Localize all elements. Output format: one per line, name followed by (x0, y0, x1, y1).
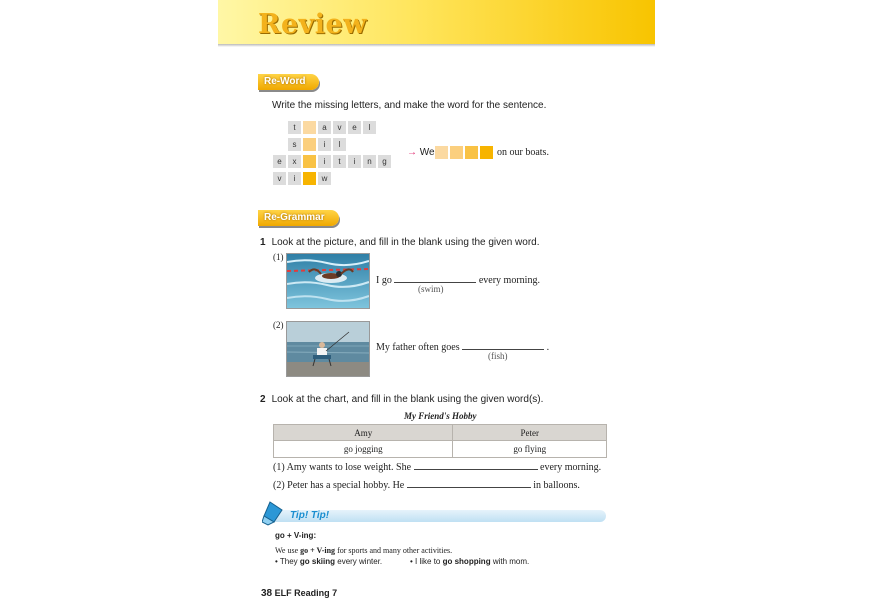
chart-cell-peter: go flying (453, 441, 607, 458)
letter-cell: t (288, 121, 301, 134)
missing-letter-cell[interactable] (303, 172, 316, 185)
word-hint: (fish) (488, 351, 508, 361)
sentence-post: in balloons. (533, 480, 580, 491)
letter-cell: l (333, 138, 346, 151)
q2-number: 2 (260, 394, 266, 405)
page-title: Review (258, 9, 367, 40)
regrammar-label: Re-Grammar (258, 210, 339, 226)
answer-box-4[interactable] (480, 146, 493, 159)
textbook-page (218, 0, 655, 612)
book-title: ELF Reading 7 (274, 588, 338, 598)
example-post: with mom. (490, 557, 530, 566)
example-bold: go skiing (299, 557, 336, 566)
answer-box-3[interactable] (465, 146, 478, 159)
reword-instruction: Write the missing letters, and make the word for the sentence. (272, 100, 547, 111)
answer-blank[interactable] (414, 460, 538, 470)
q1-item1-sentence (376, 273, 540, 286)
example-pre: • They (275, 557, 300, 566)
header-shadow (218, 44, 655, 47)
example-post: every winter. (335, 557, 383, 566)
word-hint: (swim) (418, 284, 444, 294)
letter-cell: t (333, 155, 346, 168)
letter-cell: v (333, 121, 346, 134)
chart-header-peter: Peter (453, 425, 607, 441)
answer-box-1[interactable] (435, 146, 448, 159)
letter-cell: n (363, 155, 376, 168)
sentence-post: every morning. (540, 462, 602, 473)
q2-instruction (260, 394, 543, 405)
letter-cell: g (378, 155, 391, 168)
answer-blank[interactable] (407, 478, 531, 488)
letter-cell: x (288, 155, 301, 168)
example-bold: go shopping (442, 557, 491, 566)
letter-cell: i (288, 172, 301, 185)
tip-example-1 (275, 557, 382, 566)
chart-title: My Friend's Hobby (404, 411, 477, 421)
reword-label: Re-Word (258, 74, 319, 90)
letter-cell: i (318, 155, 331, 168)
sentence-pre: (1) Amy wants to lose weight. She (273, 462, 412, 473)
answer-blank[interactable] (462, 340, 544, 350)
letter-cell: e (273, 155, 286, 168)
sentence-pre: I go (376, 275, 392, 286)
chart-cell-amy: go jogging (274, 441, 453, 458)
fishing-photo (286, 321, 370, 377)
letter-cell: a (318, 121, 331, 134)
missing-letter-cell[interactable] (303, 121, 316, 134)
page-number: 38 (261, 588, 273, 599)
answer-blank[interactable] (394, 273, 476, 283)
letter-cell: e (348, 121, 361, 134)
tip-example-2 (410, 557, 529, 566)
footer (261, 588, 337, 599)
missing-letter-cell[interactable] (303, 155, 316, 168)
q1-number: 1 (260, 237, 266, 248)
missing-letter-cell[interactable] (303, 138, 316, 151)
hobby-chart (273, 424, 607, 458)
tip-body (275, 546, 452, 555)
sentence-pre: We (419, 147, 435, 158)
item-number: (2) (273, 320, 284, 330)
sentence-post: . (546, 342, 550, 353)
tip-body-bold: go + V-ing (300, 546, 336, 555)
q2-text: Look at the chart, and fill in the blank using the given word(s). (271, 394, 544, 405)
answer-box-2[interactable] (450, 146, 463, 159)
sentence-pre: My father often goes (376, 342, 460, 353)
q2-item2-sentence (273, 478, 580, 491)
sentence-pre: (2) Peter has a special hobby. He (273, 480, 405, 491)
swimming-photo (286, 253, 370, 309)
letter-cell: i (348, 155, 361, 168)
sentence-post: on our boats. (497, 147, 549, 158)
tip-body-pre: We use (275, 546, 301, 555)
q1-text: Look at the picture, and fill in the blank using the given word. (271, 237, 540, 248)
letter-cell: v (273, 172, 286, 185)
example-pre: • I like to (410, 557, 443, 566)
tip-title: Tip! Tip! (290, 510, 330, 521)
reword-sentence (407, 147, 435, 158)
q2-item1-sentence (273, 460, 601, 473)
chart-header-amy: Amy (274, 425, 453, 441)
tip-heading: go + V-ing: (275, 531, 317, 540)
item-number: (1) (273, 252, 284, 262)
arrow-icon: → (407, 147, 417, 158)
letter-cell: l (363, 121, 376, 134)
highlighter-icon (262, 500, 286, 531)
tip-body-post: for sports and many other activities. (335, 546, 453, 555)
letter-cell: w (318, 172, 331, 185)
q1-item2-sentence (376, 340, 549, 353)
q1-instruction (260, 237, 540, 248)
letter-cell: i (318, 138, 331, 151)
letter-cell: s (288, 138, 301, 151)
sentence-post: every morning. (478, 275, 540, 286)
